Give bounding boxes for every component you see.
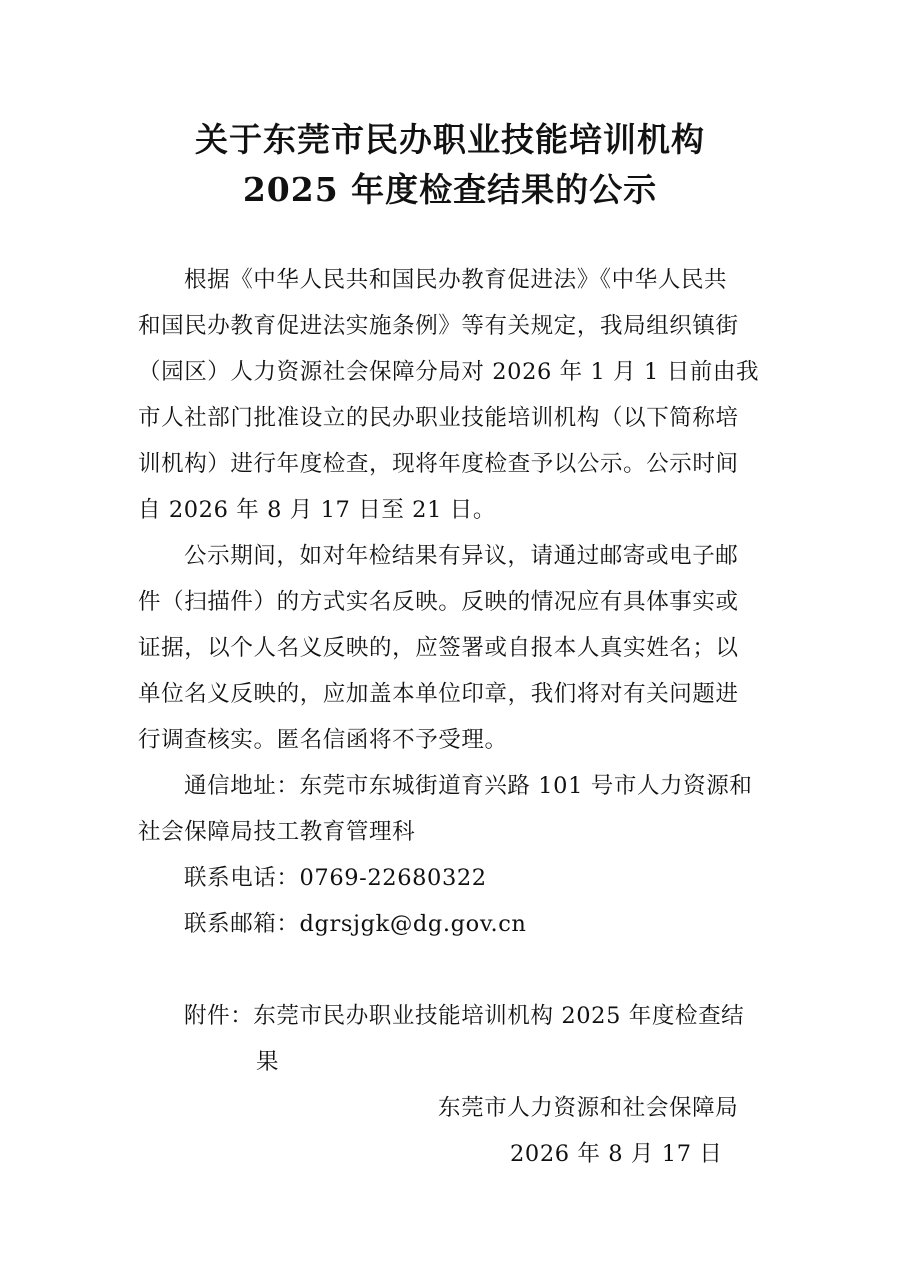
document-title-line-1: 关于东莞市民办职业技能培训机构 — [195, 120, 705, 159]
contact-email: 联系邮箱：dgrsjgk@dg.gov.cn — [184, 911, 527, 937]
paragraph-line: 公示期间，如对年检结果有异议，请通过邮寄或电子邮 — [184, 543, 739, 569]
paragraph-line: 件（扫描件）的方式实名反映。反映的情况应有具体事实或 — [138, 589, 739, 615]
paragraph-line: 训机构）进行年度检查，现将年度检查予以公示。公示时间 — [138, 451, 739, 477]
address-line: 通信地址：东莞市东城街道育兴路 101 号市人力资源和 — [184, 773, 753, 799]
address-line: 社会保障局技工教育管理科 — [138, 819, 416, 845]
paragraph-line: 证据，以个人名义反映的，应签署或自报本人真实姓名；以 — [138, 635, 739, 661]
signature-organization: 东莞市人力资源和社会保障局 — [438, 1095, 739, 1121]
attachment-line: 附件：东莞市民办职业技能培训机构 2025 年度检查结 — [184, 1003, 745, 1029]
signature-date: 2026 年 8 月 17 日 — [510, 1141, 723, 1167]
paragraph-line: 根据《中华人民共和国民办教育促进法》《中华人民共 — [184, 267, 728, 293]
document-title-line-2: 2025 年度检查结果的公示 — [242, 170, 658, 209]
paragraph-line: （园区）人力资源社会保障分局对 2026 年 1 月 1 日前由我 — [138, 359, 760, 385]
paragraph-line: 和国民办教育促进法实施条例》等有关规定，我局组织镇街 — [138, 313, 739, 339]
paragraph-line: 单位名义反映的，应加盖本单位印章，我们将对有关问题进 — [138, 681, 739, 707]
attachment-line: 果 — [256, 1049, 280, 1075]
paragraph-line: 自 2026 年 8 月 17 日至 21 日。 — [138, 497, 496, 523]
paragraph-line: 行调查核实。匿名信函将不予受理。 — [138, 727, 508, 753]
contact-phone: 联系电话：0769-22680322 — [184, 865, 487, 891]
paragraph-line: 市人社部门批准设立的民办职业技能培训机构（以下简称培 — [138, 405, 739, 431]
